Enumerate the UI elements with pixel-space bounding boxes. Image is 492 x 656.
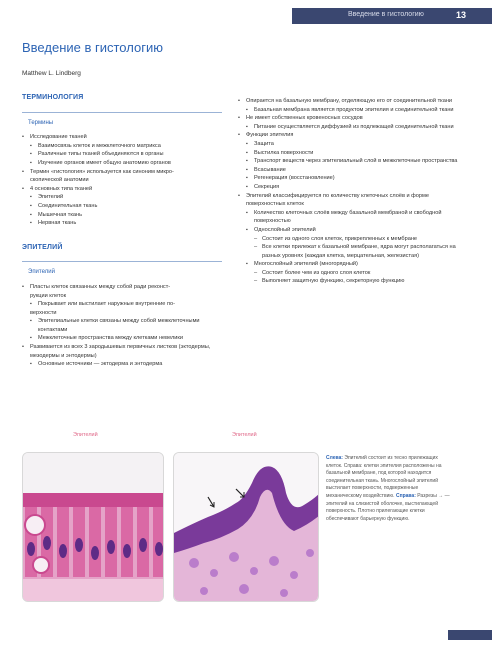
- caption-lead: Слева:: [326, 455, 343, 461]
- list-item: ▪ Транспорт веществ через эпителиальный слой в межклеточные пространства: [246, 157, 458, 166]
- list-item: – Все клетки прилежат к базальной мембране, ядра могут располагаться на разных уровнях (каждая клетка, мерцательная, железистая): [254, 243, 458, 260]
- list-item: • Не имеет собственных кровеносных сосудов: [238, 114, 458, 123]
- list-item: ▪ Количество клеточных слоёв между базальной мембраной и свободной поверхностью: [246, 209, 458, 226]
- list-item: • Термин «гистология» используется как синоним микро-: [22, 168, 227, 177]
- figure-label-left: Эпителий: [73, 432, 98, 438]
- list-item: • Исследование тканей: [22, 133, 227, 142]
- divider: [22, 261, 222, 262]
- list-item: верхности: [30, 309, 57, 316]
- list-item: ▪ Питание осуществляется диффузией из подлежащей соединительной ткани: [246, 123, 458, 132]
- subheading-epithelium: Эпителий: [28, 269, 55, 276]
- list-item: • 4 основных типа тканей: [22, 185, 227, 194]
- list-item: ▪ Основные источники — эктодерма и энтодерма: [30, 360, 227, 369]
- running-title: Введение в гистологию: [348, 11, 424, 18]
- list-item: ▪ Соединительная ткань: [30, 202, 227, 211]
- list-item: скопической анатомии: [30, 177, 89, 184]
- left-column: [22, 94, 227, 369]
- author-line: Matthew L. Lindberg: [22, 70, 81, 77]
- list-item: • Функции эпителия: [238, 131, 458, 140]
- list-item: ▪ Регенерация (восстановление): [246, 174, 458, 183]
- running-header: [292, 8, 492, 24]
- micrograph-right: [173, 452, 319, 602]
- list-item: • Пласты клеток связанных между собой ради реконст-: [22, 283, 227, 292]
- subheading-terms: Термины: [28, 119, 54, 126]
- list-item: ▪ Всасывание: [246, 166, 458, 175]
- figure-label-right: Эпителий: [232, 432, 257, 438]
- caption-text: Эпителий состоит из тесно прилежащих клеток. Справа: клетки эпителия расположены на базальной мембране, под которой находится соединительная ткань. Многослойный эпителий выстилает поверхности, подверженные механическому воздействию.: [326, 455, 442, 499]
- page-number: 13: [455, 10, 466, 20]
- list-item: ▪ Мышечная ткань: [30, 211, 227, 220]
- list-item: – Выполняет защитную функцию, секреторную функцию: [254, 277, 458, 286]
- list-item: • Опирается на базальную мембрану, отделяющую его от соединительной ткани: [238, 97, 458, 106]
- list-item: – Состоит более чем из одного слоя клеток: [254, 269, 458, 278]
- list-item: ▪ Защита: [246, 140, 458, 149]
- list-item: • Эпителий классифицируется по количеству клеточных слоёв и форме поверхностных клеток: [238, 192, 458, 209]
- list-item: ▪ Нервная ткань: [30, 219, 227, 228]
- section-heading-epithelium: ЭПИТЕЛИЙ: [22, 243, 63, 251]
- list-item: ▪ Изучение органов имеет общую анатомию органов: [30, 159, 227, 168]
- list-item: ▪ Различные типы тканей объединяются в органы: [30, 150, 227, 159]
- divider: [22, 112, 222, 113]
- right-list: [238, 97, 458, 286]
- caption-lead-2: Справа:: [395, 492, 416, 499]
- list-item: ▪ Многослойный эпителий (многорядный): [246, 260, 458, 269]
- list-item: – Состоит из одного слоя клеток, прикрепленных к мембране: [254, 235, 458, 244]
- list-item: ▪ Межклеточные пространства между клетками невелики: [30, 334, 227, 343]
- epithelium-list: [22, 283, 227, 369]
- figure-caption: [326, 455, 450, 523]
- list-item: ▪ Секреция: [246, 183, 458, 192]
- caption-text-2: Разрезы → — эпителий на слизистой оболочке, выстилающей поверхность. Плотно прилегающие клетки обеспечивают барьерную функцию.: [326, 492, 450, 522]
- list-item: рукции клеток: [30, 292, 67, 299]
- terms-list: [22, 133, 227, 228]
- micrograph-left: [22, 452, 164, 602]
- list-item: ▪ Выстилка поверхности: [246, 149, 458, 158]
- list-item: • Развивается из всех 3 зародышевых первичных листков (эктодермы, мезодермы и энтодермы): [22, 343, 227, 360]
- chapter-title: Введение в гистологию: [22, 40, 163, 55]
- list-item: ▪ Базальная мембрана является продуктом эпителия и соединительной ткани: [246, 106, 458, 115]
- list-item: ▪ Однослойный эпителий: [246, 226, 458, 235]
- list-item: ▪ Покрывает или выстилает наружные внутренние по-: [30, 300, 227, 309]
- footer-bar: [448, 630, 492, 640]
- section-heading-terminology: ТЕРМИНОЛОГИЯ: [22, 94, 84, 101]
- list-item: ▪ Эпителиальные клетки связаны между собой межклеточными контактами: [30, 317, 227, 334]
- list-item: ▪ Взаимосвязь клеток и межклеточного матрикса: [30, 142, 227, 151]
- list-item: ▪ Эпителий: [30, 193, 227, 202]
- right-column: [238, 97, 458, 286]
